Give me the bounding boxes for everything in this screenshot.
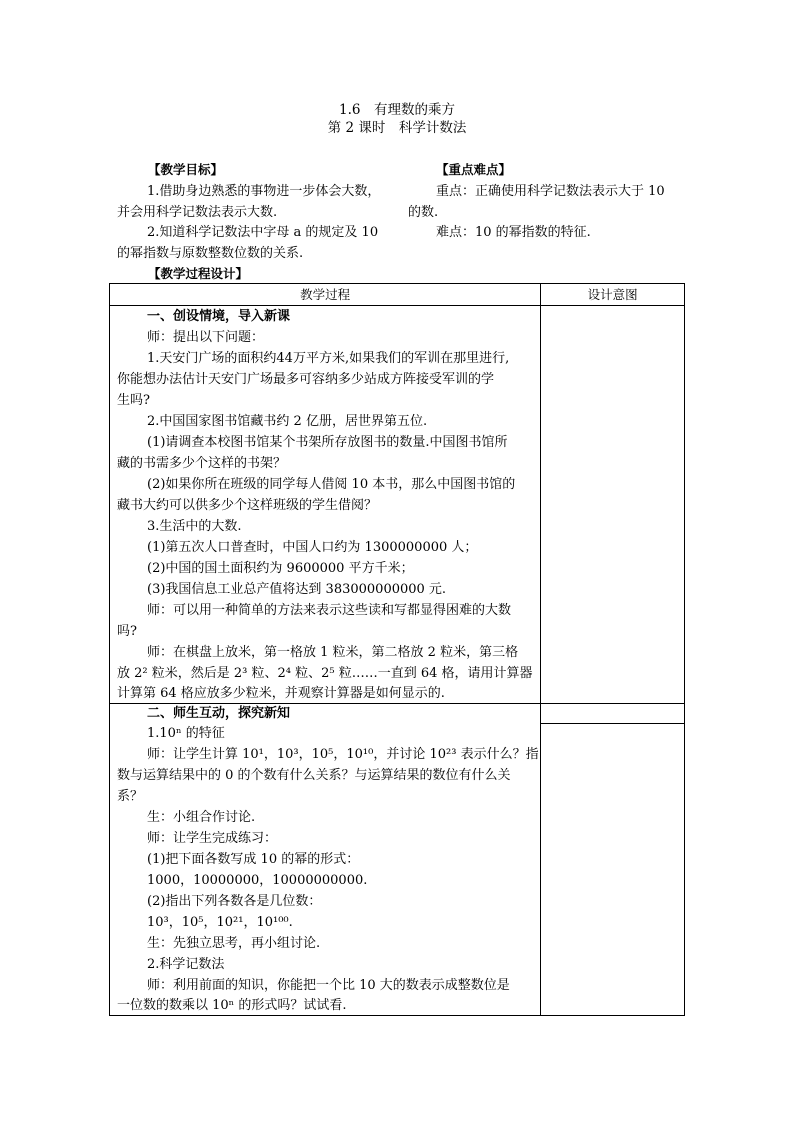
text-line: 吗? [117,624,137,639]
text-line: 生吗? [117,393,150,408]
header-teaching-process: 教学过程 [300,287,351,302]
text-line: (1)把下面各数写成 10 的幂的形式： [147,852,360,867]
key-point: 重点：正确使用科学记数法表示大于 10 [436,184,665,199]
objective-1b: 并会用科学记数法表示大数. [117,205,278,220]
text-line: (1)请调查本校图书馆某个书架所存放图书的数量.中国图书馆所 [147,435,508,450]
text-line: 2.中国国家图书馆藏书约 2 亿册，居世界第五位. [147,414,428,429]
section2-content [110,704,540,1014]
text-line: 师：利用前面的知识，你能把一个比 10 大的数表示成整数位是 [147,978,510,993]
text-line: 藏的书需多少个这样的书架？ [117,456,287,471]
text-line: 师：在棋盘上放米，第一格放 1 粒米，第二格放 2 粒米，第三格 [147,645,519,660]
key-points-heading: 【重点难点】 [436,162,512,177]
objective-2b: 的幂指数与原数整数位数的关系. [117,246,304,261]
text-line: (2)指出下列各数各是几位数： [147,894,322,909]
text-line: 生：先独立思考，再小组讨论. [147,936,321,951]
process-heading: 【教学过程设计】 [148,266,249,281]
text-line: 2.科学记数法 [147,957,225,972]
text-line: 一位数的数乘以 10ⁿ 的形式吗？试试看. [117,998,347,1013]
header-design-intent: 设计意图 [587,287,638,302]
text-line: (2)如果你所在班级的同学每人借阅 10 本书，那么中国图书馆的 [147,477,516,492]
text-line: 1000，10000000，10000000000. [147,873,368,888]
section1-content [110,306,540,703]
text-line: (3)我国信息工业总产值将达到 383000000000 元. [147,582,447,597]
objective-1a: 1.借助身边熟悉的事物进一步体会大数， [147,184,381,199]
text-line: 藏书大约可以供多少个这样班级的学生借阅？ [117,498,378,513]
design-intent-cell-2 [541,704,684,723]
text-line: (1)第五次人口普查时，中国人口约为 1300000000 人； [147,540,478,555]
lesson-title: 1.6 有理数的乘方 [339,102,455,118]
key-point-cont: 的数. [408,205,439,220]
text-line: (2)中国的国土面积约为 9600000 平方千米； [147,561,414,576]
text-line: 系？ [117,789,144,804]
section1-heading: 一、创设情境，导入新课 [147,309,291,324]
section2-heading: 二、师生互动，探究新知 [147,706,291,721]
text-line: 师：让学生完成练习： [147,831,278,846]
text-line: 师：提出以下问题： [147,330,265,345]
design-intent-cell-1 [541,306,684,703]
design-intent-cell-3 [541,724,684,1015]
lesson-table [109,283,685,1016]
text-line: 1.10ⁿ 的特征 [147,726,225,741]
lesson-subtitle: 第 2 课时 科学计数法 [327,120,467,136]
text-line: 师：让学生计算 10¹，10³，10⁵，10¹⁰，并讨论 10²³ 表示什么？指 [147,747,539,762]
text-line: 10³，10⁵，10²¹，10¹⁰⁰. [147,915,293,930]
text-line: 1.天安门广场的面积约44万平方米,如果我们的军训在那里进行, [147,351,510,366]
text-line: 师：可以用一种简单的方法来表示这些读和写都显得困难的大数 [147,603,512,618]
text-line: 生：小组合作讨论. [147,810,256,825]
text-line: 计算第 64 格应放多少粒米，并观察计算器是如何显示的. [117,686,445,701]
text-line: 放 2² 粒米，然后是 2³ 粒、2⁴ 粒、2⁵ 粒……一直到 64 格，请用计算器 [117,666,533,681]
difficult-point: 难点：10 的幂指数的特征. [436,225,591,240]
text-line: 数与运算结果中的 0 的个数有什么关系？与运算结果的数位有什么关 [117,768,511,783]
text-line: 3.生活中的大数. [147,519,242,534]
text-line: 你能想办法估计天安门广场最多可容纳多少站成方阵接受军训的学 [117,372,495,387]
objectives-heading: 【教学目标】 [148,162,224,177]
objective-2a: 2.知道科学记数法中字母 a 的规定及 10 [147,225,379,240]
